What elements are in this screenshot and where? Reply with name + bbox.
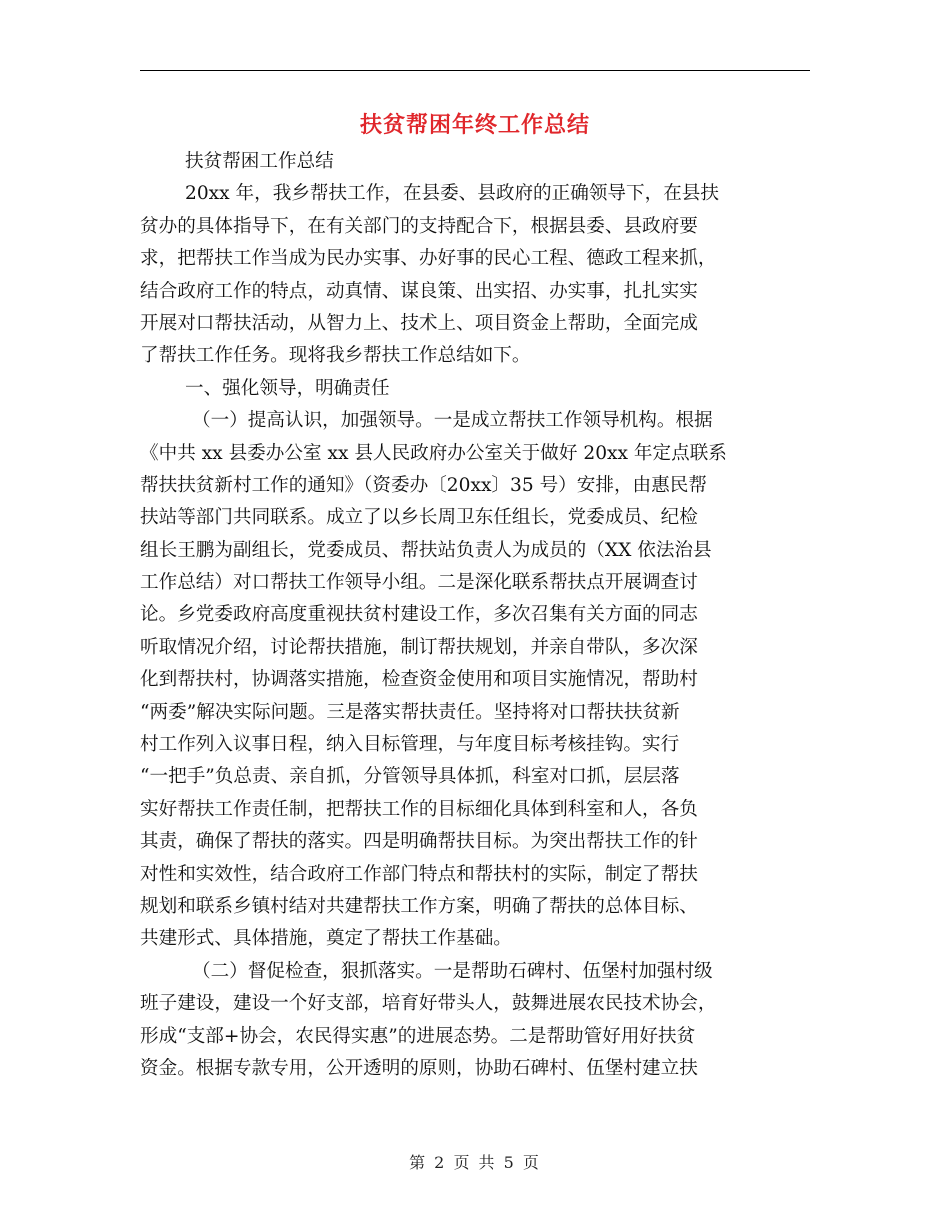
paragraph-line: 20xx 年，我乡帮扶工作，在县委、县政府的正确领导下，在县扶 bbox=[185, 183, 719, 205]
paragraph-line: 村工作列入议事日程，纳入目标管理，与年度目标考核挂钩。实行 bbox=[140, 734, 680, 756]
paragraph-line: “两委”解决实际问题。三是落实帮扶责任。坚持将对口帮扶扶贫新 bbox=[140, 701, 680, 723]
paragraph-line: 工作总结）对口帮扶工作领导小组。二是深化联系帮扶点开展调查讨 bbox=[140, 572, 698, 594]
paragraph-line: 扶贫帮困工作总结 bbox=[185, 151, 334, 172]
paragraph-line: 组长王鹏为副组长，党委成员、帮扶站负责人为成员的（XX 依法治县 bbox=[140, 539, 712, 561]
paragraph-line: 开展对口帮扶活动，从智力上、技术上、项目资金上帮助，全面完成 bbox=[140, 312, 698, 334]
paragraph-line: 共建形式、具体措施，奠定了帮扶工作基础。 bbox=[140, 928, 512, 950]
paragraph-line: 求，把帮扶工作当成为民办实事、办好事的民心工程、德政工程来抓， bbox=[140, 248, 717, 270]
section-heading: 一、强化领导，明确责任 bbox=[185, 377, 390, 399]
paragraph-line: 班子建设，建设一个好支部，培育好带头人，鼓舞进展农民技术协会， bbox=[140, 993, 717, 1015]
document-title: 扶贫帮困年终工作总结 bbox=[359, 113, 590, 138]
paragraph-line: 其责，确保了帮扶的落实。四是明确帮扶目标。为突出帮扶工作的针 bbox=[140, 831, 698, 853]
paragraph-line: 论。乡党委政府高度重视扶贫村建设工作，多次召集有关方面的同志 bbox=[140, 604, 698, 626]
paragraph-line: 形成“支部+协会，农民得实惠”的进展态势。二是帮助管好用好扶贫 bbox=[140, 1025, 696, 1047]
paragraph-line: 贫办的具体指导下，在有关部门的支持配合下，根据县委、县政府要 bbox=[140, 215, 698, 237]
paragraph-line: 实好帮扶工作责任制，把帮扶工作的目标细化具体到科室和人，各负 bbox=[140, 798, 698, 820]
paragraph-line: 结合政府工作的特点，动真情、谋良策、出实招、办实事，扎扎实实 bbox=[140, 280, 698, 302]
paragraph-line: 扶站等部门共同联系。成立了以乡长周卫东任组长，党委成员、纪检 bbox=[140, 507, 698, 529]
paragraph-line: 《中共 xx 县委办公室 xx 县人民政府办公室关于做好 20xx 年定点联系 bbox=[140, 442, 727, 464]
paragraph-line: “一把手”负总责、亲自抓，分管领导具体抓，科室对口抓，层层落 bbox=[140, 766, 680, 788]
document-body bbox=[140, 146, 812, 1085]
paragraph-line: 对性和实效性，结合政府工作部门特点和帮扶村的实际，制定了帮扶 bbox=[140, 863, 698, 885]
paragraph-line: 帮扶扶贫新村工作的通知》（资委办〔20xx〕35 号）安排，由惠民帮 bbox=[140, 474, 707, 496]
paragraph-line: （二）督促检查，狠抓落实。一是帮助石碑村、伍堡村加强村级 bbox=[192, 960, 713, 982]
page-number: 第 2 页 共 5 页 bbox=[409, 1153, 541, 1172]
paragraph-line: 化到帮扶村，协调落实措施，检查资金使用和项目实施情况，帮助村 bbox=[140, 669, 698, 691]
paragraph-line: （一）提高认识，加强领导。一是成立帮扶工作领导机构。根据 bbox=[192, 410, 713, 432]
paragraph-line: 规划和联系乡镇村结对共建帮扶工作方案，明确了帮扶的总体目标、 bbox=[140, 895, 698, 917]
paragraph-line: 了帮扶工作任务。现将我乡帮扶工作总结如下。 bbox=[140, 345, 531, 367]
paragraph-line: 听取情况介绍，讨论帮扶措施，制订帮扶规划，并亲自带队，多次深 bbox=[140, 636, 698, 658]
header-rule bbox=[140, 70, 810, 71]
paragraph-line: 资金。根据专款专用，公开透明的原则，协助石碑村、伍堡村建立扶 bbox=[140, 1057, 698, 1079]
